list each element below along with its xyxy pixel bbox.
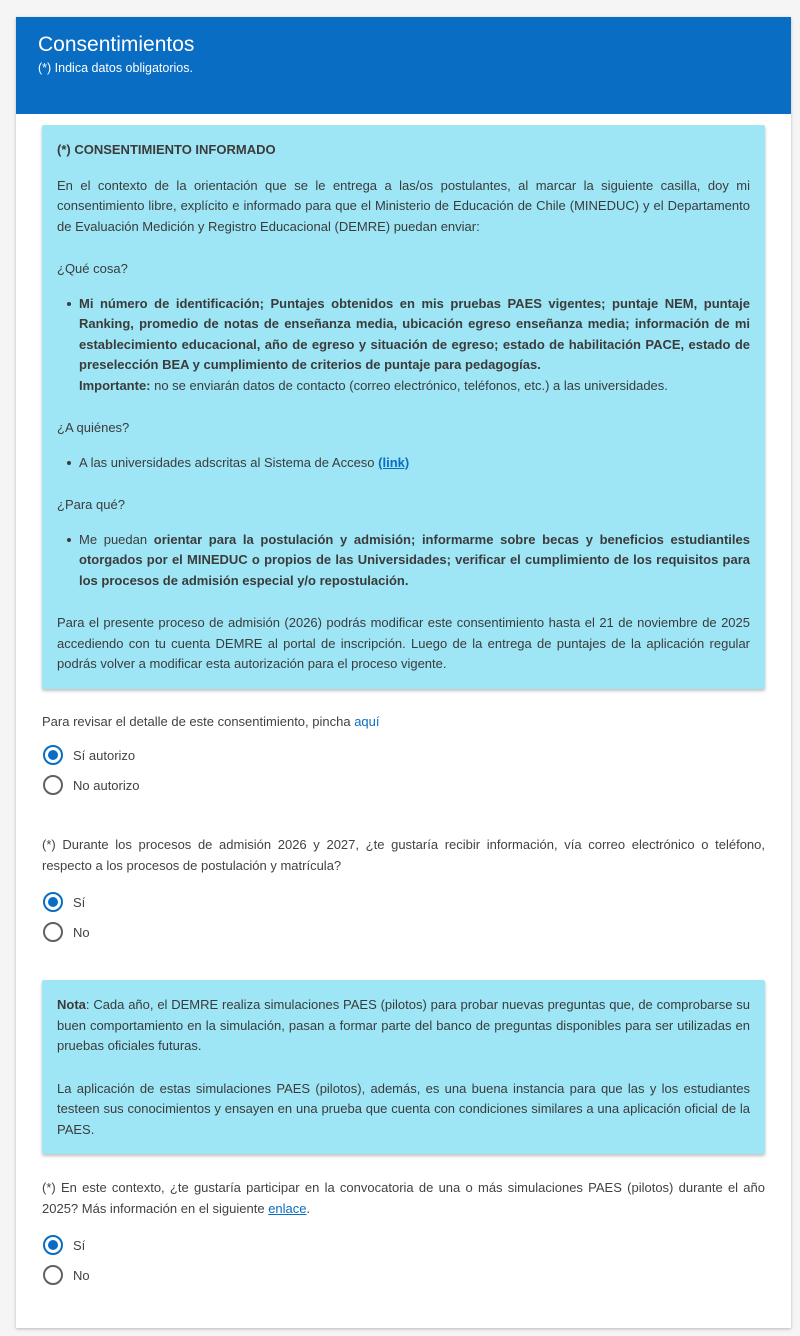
important-label: Importante:	[79, 377, 151, 393]
note-info-box	[42, 980, 765, 1154]
note-text: : Cada año, el DEMRE realiza simulaciones PAES (pilotos) para probar nuevas preguntas que, de comprobarse su buen comportamiento en la simulación, pasan a formar parte del banco de preguntas disponibles para ser utilizadas en pruebas oficiales futuras.	[57, 997, 750, 1053]
detail-link[interactable]: aquí	[354, 713, 380, 729]
pilot-question-end: .	[306, 1200, 311, 1216]
consent-heading: (*) CONSENTIMIENTO INFORMADO	[57, 142, 276, 157]
radio-pilot-no[interactable]	[42, 1260, 765, 1290]
required-note: (*) Indica datos obligatorios.	[38, 61, 193, 75]
card-content	[16, 114, 791, 1290]
radio-pilot-si[interactable]	[42, 1230, 765, 1260]
consent-radio-group	[42, 740, 765, 800]
pilot-info-link[interactable]: enlace	[268, 1200, 307, 1216]
question-why: ¿Para qué?	[57, 497, 125, 512]
what-list	[57, 294, 750, 397]
pilot-question	[42, 1178, 765, 1219]
why-prefix: Me puedan	[79, 531, 154, 547]
consent-card	[16, 17, 791, 1328]
why-bold-text: orientar para la postulación y admisión; informarme sobre becas y beneficios estudiantiles otorgados por el MINEDUC o propios de las Universidades; verificar el cumplimiento de los requisitos para los procesos de admisión especial y/o repostulación.	[79, 531, 750, 588]
who-list	[57, 453, 750, 474]
radio-contact-no[interactable]	[42, 917, 765, 947]
radio-checked-icon	[43, 892, 63, 912]
radio-unchecked-icon	[43, 1265, 63, 1285]
why-list	[57, 530, 750, 592]
radio-label: Sí autorizo	[73, 747, 136, 763]
card-header	[16, 17, 791, 114]
radio-label: No	[73, 924, 90, 940]
detail-text	[42, 712, 765, 733]
question-who: ¿A quiénes?	[57, 420, 130, 435]
who-text: A las universidades adscritas al Sistema de Acceso	[79, 454, 379, 470]
what-bold-text: Mi número de identificación; Puntajes obtenidos en mis pruebas PAES vigentes; puntaje NEM, puntaje Ranking, promedio de notas de enseñanza media, ubicación egreso enseñanza media; información de mi establecimiento educacional, año de egreso y situación de egreso; estado de habilitación PACE, estado de preselección BEA y cumplimiento de criterios de puntaje para pedagogías.	[79, 295, 750, 372]
radio-label: Sí	[73, 1237, 86, 1253]
radio-label: Sí	[73, 894, 86, 910]
radio-label: No autorizo	[73, 777, 140, 793]
consent-footer: Para el presente proceso de admisión (2026) podrás modificar este consentimiento hasta el 21 de noviembre de 2025 accediendo con tu cuenta DEMRE al portal de inscripción. Luego de la entrega de puntajes de la aplicación regular podrás volver a modificar esta autorización para el proceso vigente.	[57, 615, 750, 671]
radio-contact-si[interactable]	[42, 887, 765, 917]
note-p2: La aplicación de estas simulaciones PAES (pilotos), además, es una buena instancia para que las y los estudiantes testeen sus conocimientos y ensayen en una prueba que cuenta con condiciones similares a una aplicación oficial de la PAES.	[57, 1080, 750, 1137]
list-item	[67, 294, 750, 397]
radio-checked-icon	[43, 745, 63, 765]
question-what: ¿Qué cosa?	[57, 261, 128, 276]
consent-info-box	[42, 125, 765, 689]
radio-unchecked-icon	[43, 922, 63, 942]
radio-unchecked-icon	[43, 775, 63, 795]
list-item	[67, 453, 750, 474]
contact-radio-group	[42, 887, 765, 947]
contact-question: (*) Durante los procesos de admisión 2026 y 2027, ¿te gustaría recibir información, vía correo electrónico o teléfono, respecto a los procesos de postulación y matrícula?	[42, 837, 765, 873]
consent-intro: En el contexto de la orientación que se le entrega a las/os postulantes, al marcar la siguiente casilla, doy mi consentimiento libre, explícito e informado para que el Ministerio de Educación de Chile (MINEDUC) y el Departamento de Evaluación Medición y Registro Educacional (DEMRE) puedan enviar:	[57, 177, 750, 234]
pilot-radio-group	[42, 1230, 765, 1290]
radio-label: No	[73, 1267, 90, 1283]
note-p1	[57, 995, 750, 1057]
page-title: Consentimientos	[38, 33, 195, 56]
list-item	[67, 530, 750, 592]
radio-checked-icon	[43, 1235, 63, 1255]
important-text: no se enviarán datos de contacto (correo electrónico, teléfonos, etc.) a las universidades.	[150, 377, 668, 393]
radio-no-autorizo[interactable]	[42, 770, 765, 800]
pilot-question-text: (*) En este contexto, ¿te gustaría participar en la convocatoria de una o más simulaciones PAES (pilotos) durante el año 2025? Más información en el siguiente	[42, 1180, 765, 1216]
universities-link[interactable]: (link)	[378, 454, 410, 470]
detail-label: Para revisar el detalle de este consentimiento, pincha	[42, 713, 355, 729]
note-label: Nota	[57, 997, 86, 1012]
radio-si-autorizo[interactable]	[42, 740, 765, 770]
